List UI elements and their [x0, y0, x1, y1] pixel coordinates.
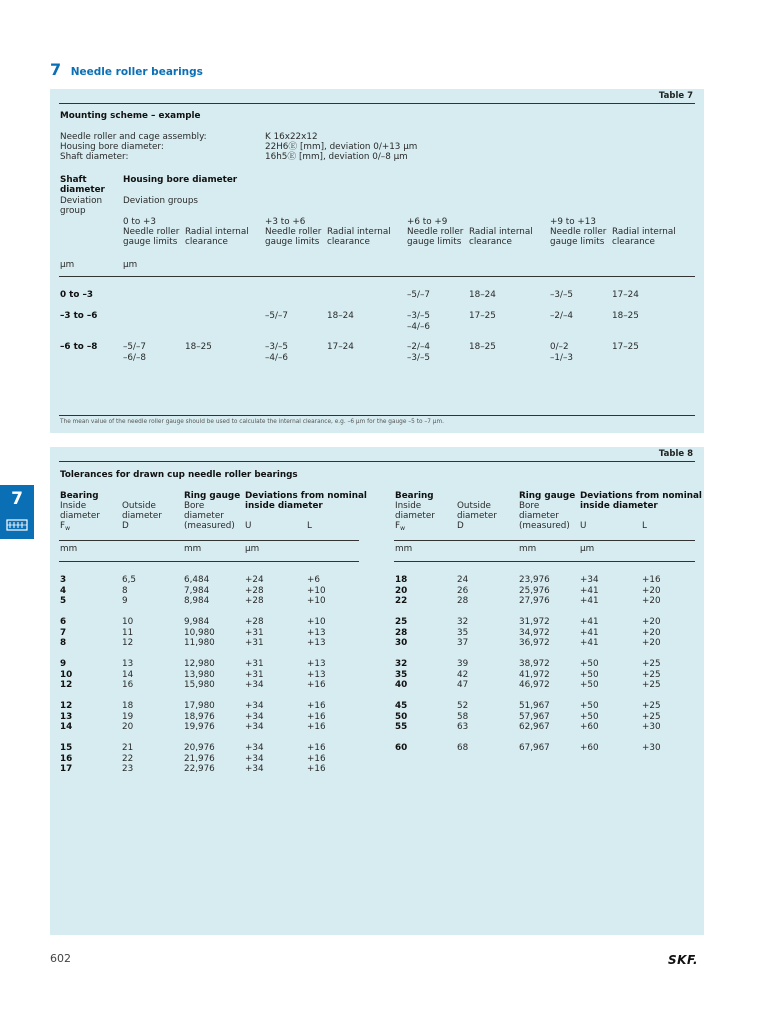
gauge-limit-cell: –1/–3: [550, 352, 573, 363]
table-cell: +13: [307, 659, 326, 669]
table-cell: +34: [245, 753, 264, 764]
u-header: U: [245, 521, 252, 531]
outside-header: diameter: [122, 511, 162, 521]
shaft-group-cell: –6 to –8: [60, 342, 98, 352]
outside-header: D: [122, 521, 129, 531]
gauge-limit-cell: –3/–5: [265, 342, 288, 352]
table-cell: +34: [245, 764, 264, 774]
table-cell: +24: [245, 575, 264, 585]
shaft-subheader: group: [60, 206, 86, 216]
table-cell: 20,976: [184, 743, 215, 753]
bearing-fw-cell: 4: [60, 585, 67, 596]
table-cell: +50: [580, 701, 599, 711]
bearing-fw-cell: 12: [60, 680, 73, 690]
table-8-header-rule: [59, 561, 359, 562]
table-cell: +34: [580, 575, 599, 585]
table-cell: +31: [245, 659, 264, 669]
clearance-cell: 18–24: [327, 311, 354, 321]
table-7-header-rule: [59, 276, 695, 277]
u-header: U: [580, 521, 587, 531]
unit-cell: µm: [580, 544, 595, 554]
clearance-cell: 17–25: [612, 342, 639, 352]
deviations-header: Deviations from nominal: [580, 491, 702, 501]
table-cell: +20: [642, 585, 661, 596]
table-cell: 13,980: [184, 669, 215, 680]
gauge-limit-cell: –6/–8: [123, 352, 146, 363]
table-cell: +31: [245, 627, 264, 638]
ring-gauge-header: Bore: [519, 501, 540, 511]
table-cell: 38,972: [519, 659, 550, 669]
table-cell: 39: [457, 659, 469, 669]
table-cell: +25: [642, 669, 661, 680]
shaft-header: Shaft: [60, 175, 87, 185]
gauge-limit-cell: –3/–5: [407, 352, 430, 363]
table-cell: +25: [642, 659, 661, 669]
bearing-header: diameter: [60, 511, 100, 521]
bearing-fw-cell: 13: [60, 711, 73, 722]
table-cell: 20: [122, 722, 134, 732]
page-number: 602: [50, 952, 71, 965]
table-7-title: Mounting scheme – example: [60, 111, 201, 121]
table-cell: +10: [307, 596, 326, 606]
table-cell: +41: [580, 638, 599, 648]
table-cell: 57,967: [519, 711, 550, 722]
bearing-fw-cell: 32: [395, 659, 408, 669]
bearing-header: Inside: [60, 501, 87, 511]
table-7-label: Table 7: [658, 91, 693, 101]
table-cell: 12,980: [184, 659, 215, 669]
table-cell: +41: [580, 596, 599, 606]
deviations-header: Deviations from nominal: [245, 491, 367, 501]
scheme-value: K 16x22x12: [265, 132, 318, 142]
bearing-fw-cell: 16: [60, 753, 73, 764]
bearing-fw-cell: 10: [60, 669, 73, 680]
clearance-cell: 18–25: [185, 342, 212, 352]
table-cell: +34: [245, 743, 264, 753]
table-cell: 7,984: [184, 585, 210, 596]
scheme-label: Needle roller and cage assembly:: [60, 132, 207, 142]
col-clearance-header: Radial internal: [469, 227, 533, 237]
side-tab-number: 7: [11, 489, 23, 509]
bearing-fw-cell: 20: [395, 585, 408, 596]
table-cell: +28: [245, 617, 264, 627]
deviation-group-header: +3 to +6: [265, 217, 306, 227]
clearance-cell: 17–24: [327, 342, 354, 352]
table-cell: 26: [457, 585, 469, 596]
outside-header: diameter: [457, 511, 497, 521]
table-7-bottom-rule: [59, 415, 695, 416]
table-cell: +34: [245, 701, 264, 711]
table-cell: 32: [457, 617, 469, 627]
table-cell: +30: [642, 722, 661, 732]
table-cell: +10: [307, 617, 326, 627]
outside-header: D: [457, 521, 464, 531]
deviation-groups-label: Deviation groups: [123, 196, 199, 206]
table-cell: +16: [307, 764, 326, 774]
gauge-limit-cell: –5/–7: [407, 290, 430, 300]
scheme-value: 16h5Ⓔ [mm], deviation 0/–8 µm: [265, 152, 408, 162]
bearing-fw-cell: 6: [60, 617, 67, 627]
bearing-fw-cell: 8: [60, 638, 67, 648]
bearing-fw-cell: 14: [60, 722, 73, 732]
table-cell: +41: [580, 627, 599, 638]
table-cell: +25: [642, 711, 661, 722]
gauge-limit-cell: –3/–5: [407, 311, 430, 321]
table-cell: 18,976: [184, 711, 215, 722]
ring-gauge-header: (measured): [519, 521, 570, 531]
table-cell: +25: [642, 680, 661, 690]
bearing-header: Bearing: [395, 491, 434, 501]
unit-shaft: µm: [60, 260, 75, 270]
table-cell: 62,967: [519, 722, 550, 732]
table-cell: 21,976: [184, 753, 215, 764]
table-cell: 19,976: [184, 722, 215, 732]
table-cell: 47: [457, 680, 469, 690]
chapter-title: Needle roller bearings: [70, 66, 203, 78]
col-gauge-header: gauge limits: [123, 237, 178, 247]
table-cell: +20: [642, 617, 661, 627]
col-clearance-header: clearance: [327, 237, 370, 247]
table-7-top-rule: [59, 103, 695, 104]
chapter-side-tab[interactable]: [0, 485, 34, 539]
table-cell: 25,976: [519, 585, 550, 596]
col-gauge-header: gauge limits: [407, 237, 462, 247]
table-cell: +16: [307, 711, 326, 722]
table-8-panel: [50, 447, 704, 935]
table-8-top-rule: [59, 461, 695, 462]
gauge-limit-cell: –2/–4: [550, 311, 573, 321]
shaft-header: diameter: [60, 185, 105, 195]
bearing-fw-cell: 9: [60, 659, 67, 669]
table-cell: +50: [580, 680, 599, 690]
table-7-footnote: The mean value of the needle roller gauge should be used to calculate the internal clearance, e.g. –6 µm for the gauge –5 to –7 µm.: [60, 419, 444, 425]
table-cell: +41: [580, 617, 599, 627]
bearing-fw-cell: 55: [395, 722, 408, 732]
table-cell: 67,967: [519, 743, 550, 753]
unit-cell: mm: [519, 544, 537, 554]
col-gauge-header: Needle roller: [265, 227, 322, 237]
shaft-group-cell: –3 to –6: [60, 311, 98, 321]
table-8-header-rule: [394, 561, 695, 562]
unit-cell: mm: [184, 544, 202, 554]
bearing-fw-cell: 40: [395, 680, 408, 690]
clearance-cell: 17–24: [612, 290, 639, 300]
bearing-fw-cell: 12: [60, 701, 73, 711]
chapter-number: 7: [50, 60, 62, 79]
gauge-limit-cell: –2/–4: [407, 342, 430, 352]
table-cell: 16: [122, 680, 134, 690]
unit-cell: µm: [245, 544, 260, 554]
fw-header: $F_w$: [60, 521, 70, 532]
fw-subscript: w: [65, 525, 70, 532]
table-cell: 35: [457, 627, 469, 638]
table-cell: +34: [245, 711, 264, 722]
table-cell: 46,972: [519, 680, 550, 690]
bearing-fw-cell: 35: [395, 669, 408, 680]
col-gauge-header: gauge limits: [550, 237, 605, 247]
shaft-group-cell: 0 to –3: [60, 290, 94, 300]
col-gauge-header: Needle roller: [123, 227, 180, 237]
bearing-fw-cell: 17: [60, 764, 73, 774]
bearing-fw-cell: 15: [60, 743, 73, 753]
table-7-panel: [50, 89, 704, 433]
table-cell: 15,980: [184, 680, 215, 690]
table-cell: +50: [580, 669, 599, 680]
table-cell: +20: [642, 596, 661, 606]
bearing-fw-cell: 45: [395, 701, 408, 711]
table-cell: 6,5: [122, 575, 136, 585]
table-cell: +16: [307, 753, 326, 764]
table-cell: +13: [307, 627, 326, 638]
fw-subscript: w: [400, 525, 405, 532]
gauge-limit-cell: –4/–6: [407, 321, 430, 332]
table-cell: +16: [307, 680, 326, 690]
table-cell: +28: [245, 585, 264, 596]
bearing-fw-cell: 7: [60, 627, 67, 638]
bearing-fw-cell: 60: [395, 743, 408, 753]
gauge-limit-cell: –4/–6: [265, 352, 288, 363]
bearing-fw-cell: 5: [60, 596, 67, 606]
table-cell: 12: [122, 638, 134, 648]
table-cell: 34,972: [519, 627, 550, 638]
unit-cell: mm: [395, 544, 413, 554]
bearing-fw-cell: 3: [60, 575, 67, 585]
table-cell: 42: [457, 669, 469, 680]
table-cell: 23: [122, 764, 134, 774]
table-cell: 24: [457, 575, 469, 585]
table-cell: 21: [122, 743, 134, 753]
col-gauge-header: gauge limits: [265, 237, 320, 247]
outside-header: Outside: [457, 501, 491, 511]
table-cell: 51,967: [519, 701, 550, 711]
scheme-label: Shaft diameter:: [60, 152, 129, 162]
table-cell: +16: [307, 701, 326, 711]
table-cell: 22,976: [184, 764, 215, 774]
needle-bearing-icon: [6, 519, 28, 531]
table-cell: 14: [122, 669, 134, 680]
table-cell: 10: [122, 617, 134, 627]
table-cell: 28: [457, 596, 469, 606]
gauge-limit-cell: –5/–7: [265, 311, 288, 321]
table-cell: +31: [245, 669, 264, 680]
ring-gauge-header: diameter: [519, 511, 559, 521]
table-cell: 52: [457, 701, 469, 711]
ring-gauge-header: Bore: [184, 501, 205, 511]
table-cell: +41: [580, 585, 599, 596]
table-cell: 11,980: [184, 638, 215, 648]
housing-header: Housing bore diameter: [123, 175, 238, 185]
col-clearance-header: Radial internal: [612, 227, 676, 237]
table-cell: +6: [307, 575, 320, 585]
table-cell: +13: [307, 638, 326, 648]
table-cell: 63: [457, 722, 469, 732]
deviation-group-header: +6 to +9: [407, 217, 448, 227]
col-clearance-header: Radial internal: [185, 227, 249, 237]
l-header: L: [307, 521, 312, 531]
deviation-group-header: 0 to +3: [123, 217, 156, 227]
table-cell: +60: [580, 743, 599, 753]
col-clearance-header: clearance: [469, 237, 512, 247]
bearing-header: Bearing: [60, 491, 99, 501]
clearance-cell: 18–25: [469, 342, 496, 352]
bearing-fw-cell: 25: [395, 617, 408, 627]
fw-header: $F_w$: [395, 521, 405, 532]
table-cell: +50: [580, 659, 599, 669]
table-8-header-rule: [394, 540, 695, 541]
col-gauge-header: Needle roller: [550, 227, 607, 237]
clearance-cell: 18–25: [612, 311, 639, 321]
table-cell: 11: [122, 627, 134, 638]
table-cell: +20: [642, 638, 661, 648]
col-clearance-header: clearance: [185, 237, 228, 247]
table-cell: 22: [122, 753, 134, 764]
unit-housing: µm: [123, 260, 138, 270]
deviation-group-header: +9 to +13: [550, 217, 596, 227]
bearing-header: Inside: [395, 501, 422, 511]
table-cell: +20: [642, 627, 661, 638]
table-cell: +50: [580, 711, 599, 722]
table-cell: +10: [307, 585, 326, 596]
shaft-subheader: Deviation: [60, 196, 103, 206]
table-cell: 10,980: [184, 627, 215, 638]
bearing-fw-cell: 18: [395, 575, 408, 585]
table-cell: +16: [307, 722, 326, 732]
table-cell: +16: [307, 743, 326, 753]
table-cell: 8: [122, 585, 128, 596]
deviations-header: inside diameter: [245, 501, 323, 511]
gauge-limit-cell: –5/–7: [123, 342, 146, 352]
table-cell: 9: [122, 596, 128, 606]
table-cell: +60: [580, 722, 599, 732]
table-cell: 13: [122, 659, 134, 669]
table-cell: 31,972: [519, 617, 550, 627]
table-cell: 19: [122, 711, 134, 722]
table-8-title: Tolerances for drawn cup needle roller bearings: [60, 470, 298, 480]
bearing-header: diameter: [395, 511, 435, 521]
l-header: L: [642, 521, 647, 531]
table-cell: +16: [642, 575, 661, 585]
table-cell: +30: [642, 743, 661, 753]
bearing-fw-cell: 50: [395, 711, 408, 722]
table-cell: +34: [245, 722, 264, 732]
skf-logo: SKF.: [668, 953, 699, 967]
table-cell: 23,976: [519, 575, 550, 585]
table-cell: 27,976: [519, 596, 550, 606]
clearance-cell: 18–24: [469, 290, 496, 300]
ring-gauge-header: diameter: [184, 511, 224, 521]
table-cell: +31: [245, 638, 264, 648]
outside-header: Outside: [122, 501, 156, 511]
table-cell: 18: [122, 701, 134, 711]
deviations-header: inside diameter: [580, 501, 658, 511]
scheme-label: Housing bore diameter:: [60, 142, 164, 152]
scheme-value: 22H6Ⓔ [mm], deviation 0/+13 µm: [265, 142, 418, 152]
table-cell: +34: [245, 680, 264, 690]
ring-gauge-header: Ring gauge: [519, 491, 576, 501]
table-8-label: Table 8: [658, 449, 693, 459]
gauge-limit-cell: 0/–2: [550, 342, 569, 352]
table-cell: 36,972: [519, 638, 550, 648]
table-cell: 17,980: [184, 701, 215, 711]
table-cell: 58: [457, 711, 469, 722]
bearing-fw-cell: 28: [395, 627, 408, 638]
unit-cell: mm: [60, 544, 78, 554]
table-cell: 41,972: [519, 669, 550, 680]
table-cell: +25: [642, 701, 661, 711]
table-cell: +28: [245, 596, 264, 606]
table-cell: 9,984: [184, 617, 210, 627]
col-clearance-header: Radial internal: [327, 227, 391, 237]
table-cell: 68: [457, 743, 469, 753]
gauge-limit-cell: –3/–5: [550, 290, 573, 300]
chapter-heading: [50, 60, 203, 79]
ring-gauge-header: Ring gauge: [184, 491, 241, 501]
clearance-cell: 17–25: [469, 311, 496, 321]
col-gauge-header: Needle roller: [407, 227, 464, 237]
bearing-fw-cell: 22: [395, 596, 408, 606]
table-8-header-rule: [59, 540, 359, 541]
table-cell: 8,984: [184, 596, 210, 606]
table-cell: 6,484: [184, 575, 210, 585]
bearing-fw-cell: 30: [395, 638, 408, 648]
table-cell: +13: [307, 669, 326, 680]
ring-gauge-header: (measured): [184, 521, 235, 531]
col-clearance-header: clearance: [612, 237, 655, 247]
table-cell: 37: [457, 638, 469, 648]
